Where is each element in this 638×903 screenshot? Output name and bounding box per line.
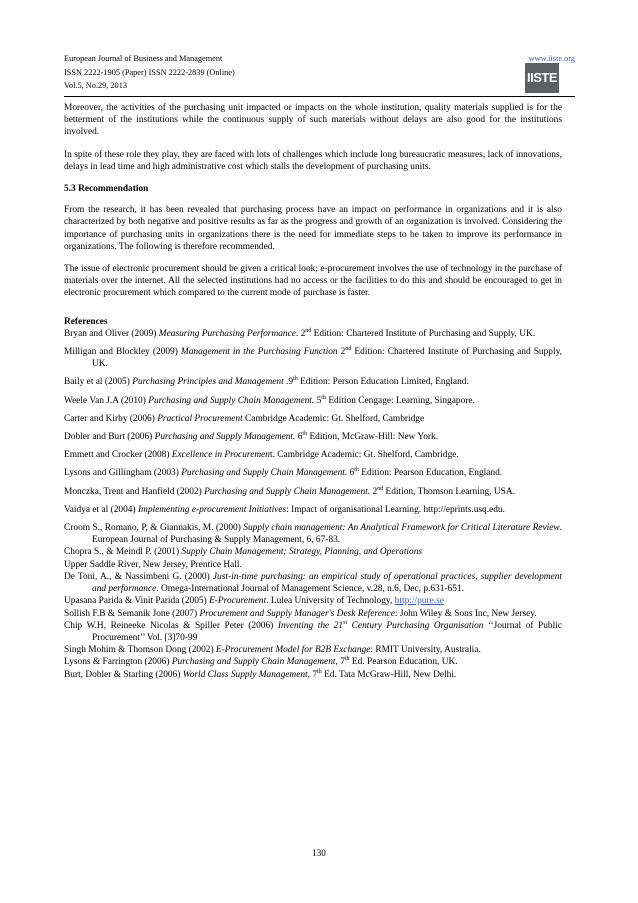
- reference-link[interactable]: http://pure.se: [394, 596, 444, 607]
- reference-item: [64, 431, 562, 443]
- reference-b-text: . Lulea University of Technology,: [266, 596, 395, 607]
- issn-line: ISSN 2222-1905 (Paper) ISSN 2222-2839 (Online): [64, 67, 235, 77]
- reference-a-text: Bryan and Oliver (2009): [64, 328, 159, 339]
- reference-item: [64, 669, 562, 681]
- reference-c-text: Edition: Chartered Institute of Purchasing and Supply, UK.: [92, 347, 563, 370]
- reference-a-text: Sollish F.B & Semanik Jone (2007): [64, 608, 200, 619]
- reference-a-text: Lysons & Farrington (2006): [64, 657, 172, 668]
- reference-s-text: nd: [345, 346, 352, 353]
- reference-a-text: Milligan and Blockley (2009): [64, 347, 181, 358]
- volume-line: Vol.5, No.29, 2013: [64, 81, 127, 90]
- page-header: [64, 52, 575, 93]
- references-heading: References: [64, 316, 108, 327]
- reference-d-text: ‘‘Journal of Public Procurement’’ Vol. [3]70-99: [92, 620, 562, 643]
- reference-b-text: 2: [370, 486, 378, 497]
- iiste-logo: IISTE: [525, 63, 559, 93]
- reference-a-text: Croom S., Romano, P, & Giannakis, M. (2000): [64, 523, 244, 534]
- reference-i-text: Practical Procurement: [157, 413, 243, 424]
- reference-item: [64, 571, 562, 595]
- reference-b-text: . 2: [295, 328, 306, 339]
- reference-i2-text: Century Purchasing Organisation: [347, 620, 484, 631]
- reference-item: [64, 546, 562, 558]
- reference-b-text: 2: [337, 347, 346, 358]
- reference-s-text: th: [344, 656, 350, 663]
- reference-a-text: Dobler and Burt (2006): [64, 432, 155, 443]
- paragraph: From the research, it has been revealed that purchasing process have an impact on performance in organizations and it is also characterized by both negative and positive results as far as the progress and growth of an organization is involved. Considering the importance of purchasing units in organizations there is the need for immediate steps to be taken to improve its performance in organizations. The following is therefore recommended.: [64, 205, 562, 252]
- page-body: [64, 102, 562, 681]
- reference-a-text: Upasana Parida & Vinit Parida (2005): [64, 596, 210, 607]
- reference-item: [64, 449, 562, 461]
- reference-b-text: Cambridge Academic: Gt. Shelford, Cambridge: [242, 413, 425, 424]
- reference-item: [64, 656, 562, 668]
- reference-i-text: Measuring Purchasing Performance: [158, 328, 296, 339]
- header-divider: [64, 96, 575, 97]
- reference-b-text: 7: [337, 657, 345, 668]
- reference-i-text: Excellence in Procuremen: [171, 450, 270, 461]
- reference-b-text: . European Journal of Purchasing & Supply Management, 6, 67-83.: [92, 523, 562, 546]
- reference-a-text: Carter and Kirby (2006): [64, 413, 158, 424]
- reference-i-text: Purchasing and Supply Chain Management.: [181, 468, 348, 479]
- paragraph: In spite of these role they play, they are faced with lots of challenges which include long bureaucratic measures, lack of innovations, delays in lead time and high administrative cost which stalls the development of purchasing units.: [64, 149, 562, 172]
- reference-b-text: 6: [347, 468, 355, 479]
- journal-name: European Journal of Business and Management: [64, 54, 223, 63]
- reference-s-text: st: [343, 619, 348, 626]
- journal-url-link[interactable]: www.iiste.org: [528, 54, 575, 63]
- reference-a-text: Monczka, Trent and Hanfield (2002): [64, 486, 205, 497]
- reference-item: [64, 395, 562, 407]
- reference-i-text: Purchasing Principles and Management: [132, 377, 284, 388]
- reference-c-text: Edition: Pearson Education, England.: [358, 468, 503, 479]
- reference-item: [64, 346, 562, 370]
- reference-s-text: th: [293, 376, 298, 383]
- reference-a-text: Upper Saddle River, New Jersey, Prentice Hall.: [64, 559, 242, 570]
- reference-item: [64, 620, 562, 644]
- reference-a-text: Chopra S., & Meindl P. (2001): [64, 547, 182, 558]
- reference-i-text: Implementing e-procurement Initiatives: [137, 504, 287, 515]
- reference-b-text: : RMIT University, Australia.: [370, 645, 481, 656]
- reference-item: [64, 522, 562, 546]
- reference-item: [64, 467, 562, 479]
- reference-i-text: Procurement and Supply Manager's Desk Reference: [199, 608, 395, 619]
- reference-i-text: Purchasing and Supply Management.: [154, 432, 296, 443]
- reference-a-text: Chip W.H, Reineeke Nicolas & Spiller Peter (2006): [64, 620, 278, 631]
- reference-b-text: . Omega-International Journal of Management Science, v.28, n.6, Dec, p.631-651.: [156, 584, 464, 595]
- reference-b-text: : John Wiley & Sons Inc, New Jersey.: [394, 608, 537, 619]
- reference-b-text: 7: [310, 669, 318, 680]
- section-heading: 5.3 Recommendation: [64, 184, 149, 195]
- reference-s-text: th: [302, 431, 308, 438]
- reference-s-text: nd: [305, 327, 312, 334]
- reference-i-text: Inventing the 21: [277, 620, 344, 631]
- reference-item: [64, 413, 562, 425]
- reference-s-text: nd: [377, 485, 384, 492]
- reference-b-text: : Impact of organisational Learning. http://eprints.usq.edu.: [286, 504, 505, 515]
- reference-s-text: th: [317, 668, 322, 675]
- reference-a-text: Burt, Dobler & Starling (2006): [64, 669, 183, 680]
- reference-i-text: Supply Chain Management; Strategy, Planning, and Operations: [181, 547, 423, 558]
- reference-c-text: Edition, McGraw-Hill: New York.: [307, 432, 439, 443]
- reference-a-text: Lysons and Gillingham (2003): [64, 468, 182, 479]
- reference-i-text: E-Procurement: [209, 596, 267, 607]
- reference-item: [64, 486, 562, 498]
- reference-b-text: .9: [283, 377, 294, 388]
- reference-item: [64, 595, 562, 607]
- reference-i-text: Supply chain management: An Analytical Framework for Critical Literature Review: [243, 523, 560, 534]
- reference-item: [64, 504, 562, 516]
- page-number: 130: [312, 848, 326, 858]
- reference-a-text: Singh Mohim & Thomson Dong (2002): [64, 645, 216, 656]
- reference-c-text: Edition: Person Education Limited, England.: [297, 377, 469, 388]
- reference-i-text: Purchasing and Supply Chain Management.: [204, 486, 371, 497]
- reference-item: [64, 376, 562, 388]
- reference-a-text: Vaidya et al (2004): [64, 504, 138, 515]
- reference-item: [64, 608, 562, 620]
- references-list: [64, 328, 562, 681]
- reference-s-text: th: [321, 394, 326, 401]
- reference-i-text: Purchasing and Supply Chain Management.: [148, 395, 315, 406]
- reference-item: [64, 559, 562, 571]
- reference-c-text: Ed. Pearson Education, UK.: [349, 657, 458, 668]
- reference-c-text: Edition: Chartered Institute of Purchasing and Supply, UK.: [311, 328, 536, 339]
- reference-item: [64, 644, 562, 656]
- reference-i-text: E-Procurement Model for B2B Exchange: [215, 645, 371, 656]
- paragraph: The issue of electronic procurement should be given a critical look; e-procurement involves the use of technology in the purchase of materials over the internet. All the selected institutions had no access or the facilities to do this and should be encouraged to get in electronic procurement which compared to the current mode of purchase is faster.: [64, 264, 562, 299]
- reference-a-text: Baily et al (2005): [64, 377, 133, 388]
- reference-i-text: World Class Supply Management,: [182, 669, 311, 680]
- reference-a-text: Emmett and Crocker (2008): [64, 450, 172, 461]
- reference-c-text: Edition, Thomson Learning, USA.: [383, 486, 516, 497]
- reference-i-text: Purchasing and Supply Chain Management,: [171, 657, 338, 668]
- reference-c-text: Edition Cengage: Learning, Singapore.: [325, 395, 475, 406]
- reference-b-text: 5: [314, 395, 322, 406]
- reference-b-text: t. Cambridge Academic: Gt. Shelford, Cambridge.: [270, 450, 459, 461]
- reference-a-text: Weele Van J.A (2010): [64, 395, 149, 406]
- reference-a-text: De Toni, A., & Nassimbeni G. (2000): [64, 571, 213, 582]
- reference-i-text: Just-in-time purchasing: an empirical study of operational practices, supplier development and performance: [92, 571, 563, 595]
- reference-item: [64, 328, 562, 340]
- paragraph: Moreover, the activities of the purchasing unit impacted or impacts on the whole institution, quality materials supplied is for the betterment of the institutions while the continuous supply of such materials without delays are also good for the institutions involved.: [64, 103, 562, 138]
- reference-s-text: th: [354, 467, 359, 474]
- reference-b-text: 6: [295, 432, 303, 443]
- reference-c-text: Ed. Tata McGraw-Hill, New Delhi.: [321, 669, 457, 680]
- reference-i-text: Management in the Purchasing Function: [180, 347, 338, 358]
